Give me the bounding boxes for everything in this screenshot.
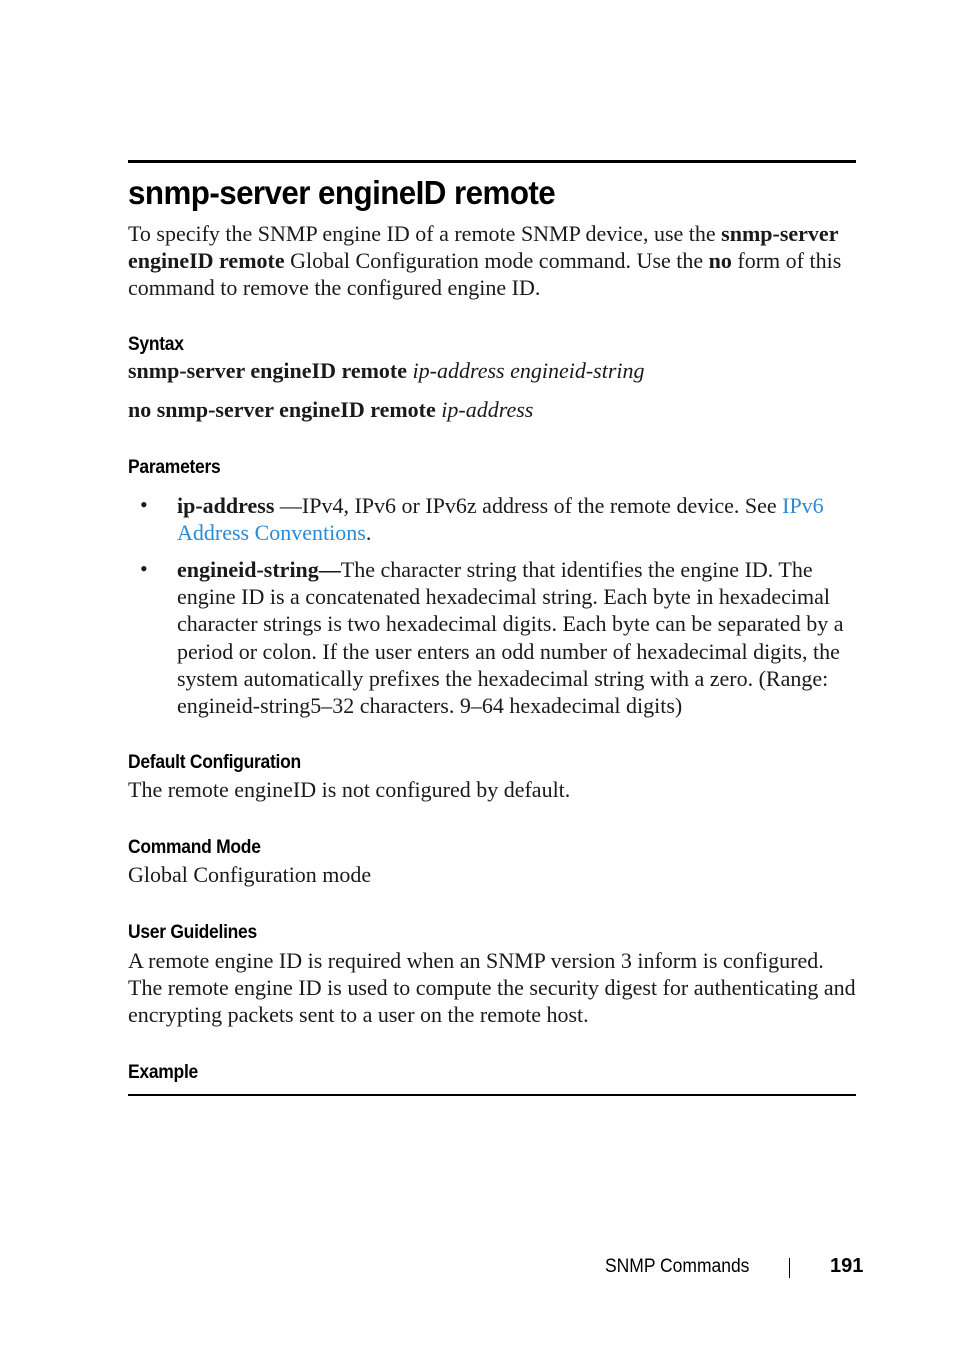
footer-section-name: SNMP Commands	[605, 1256, 750, 1277]
syntax-line-1-args: ip-address engineid-string	[412, 358, 645, 383]
syntax-line-2-command: no snmp-server engineID remote	[128, 397, 436, 422]
ipv6-address-conventions-link[interactable]: IPv6 Address Conventions	[177, 493, 824, 546]
parameter-name: ip-address	[177, 493, 275, 518]
parameter-ip-address	[177, 492, 857, 546]
page-title: snmp-server engineID remote	[128, 174, 556, 211]
parameter-description-end: .	[365, 520, 372, 546]
intro-paragraph	[128, 220, 858, 302]
intro-command: snmp-server engineID remote	[128, 221, 839, 274]
parameters-heading: Parameters	[128, 457, 221, 478]
syntax-line-2	[128, 397, 533, 423]
default-configuration-heading: Default Configuration	[128, 752, 301, 773]
intro-text-3: form of this command to remove the configured engine ID.	[128, 248, 842, 301]
intro-text-1: To specify the SNMP engine ID of a remote SNMP device, use the	[128, 221, 722, 246]
syntax-line-1	[128, 358, 645, 384]
footer-separator	[789, 1258, 790, 1278]
top-rule	[128, 160, 856, 163]
bottom-rule	[128, 1094, 856, 1096]
intro-text-2: Global Configuration mode command. Use the	[284, 248, 709, 274]
user-guidelines-heading: User Guidelines	[128, 922, 257, 943]
parameter-description: —IPv4, IPv6 or IPv6z address of the remote device. See	[274, 493, 783, 518]
intro-no-keyword: no	[708, 248, 732, 274]
bullet-icon: •	[140, 492, 148, 517]
command-mode-text: Global Configuration mode	[128, 862, 372, 887]
parameter-description: The character string that identifies the engine ID. The engine ID is a concatenated hexadecimal string. Each byte in hexadecimal character strings is two hexadecimal digits. Each byte can be separated by a period or colon. If the user enters an odd number of hexadecimal digits, the system automatically prefixes the hexadecimal string with a zero. (Range: engineid-string5–32 characters. 9–64 hexadecimal digits)	[177, 557, 844, 719]
default-configuration-text: The remote engineID is not configured by default.	[128, 777, 571, 802]
syntax-line-1-command: snmp-server engineID remote	[128, 358, 408, 383]
syntax-line-2-args: ip-address	[441, 397, 534, 422]
command-mode-heading: Command Mode	[128, 837, 261, 858]
parameter-engineid-string	[177, 556, 857, 719]
user-guidelines-text: A remote engine ID is required when an SNMP version 3 inform is configured. The remote engine ID is used to compute the security digest for authenticating and encrypting packets sent to a user on the remote host.	[128, 948, 856, 1028]
page-number: 191	[830, 1255, 864, 1277]
bullet-icon: •	[140, 556, 148, 581]
syntax-heading: Syntax	[128, 334, 184, 355]
example-heading: Example	[128, 1062, 198, 1083]
parameter-name: engineid-string—	[177, 557, 341, 582]
